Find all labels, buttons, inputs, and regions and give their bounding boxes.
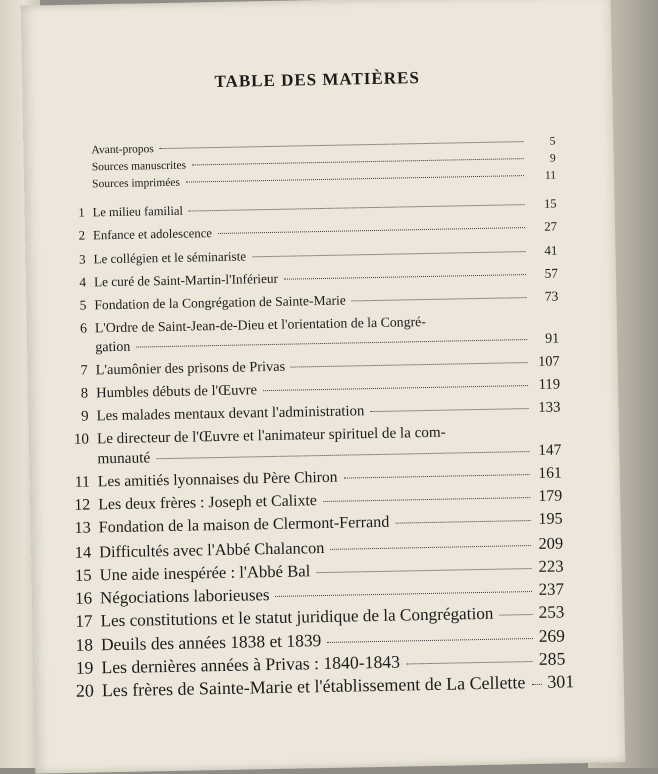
entry-title: Une aide inespérée : l'Abbé Bal (99, 561, 311, 585)
dot-leader (186, 175, 524, 182)
dot-leader (252, 251, 525, 257)
entry-number: 5 (79, 297, 87, 313)
entry-title: Enfance et adolescence (92, 226, 213, 243)
entry-title: Négociations laborieuses (99, 585, 270, 608)
page-number: 119 (538, 376, 561, 393)
entry-title: Deuils des années 1838 et 1839 (100, 630, 322, 655)
entry-title: Les constitutions et le statut juridique de la Congrégation (100, 603, 494, 631)
page-number: 253 (538, 602, 565, 622)
dot-leader (395, 520, 530, 524)
entry-title: Les deux frères : Joseph et Calixte (98, 492, 318, 514)
entry-number: 14 (74, 542, 92, 562)
table-of-contents (55, 135, 575, 703)
dot-leader (370, 408, 528, 412)
page-number: 209 (538, 533, 564, 553)
entry-title: Le milieu familial (92, 203, 184, 220)
entry-number: 6 (79, 320, 88, 336)
dot-leader (189, 204, 525, 211)
dot-leader (136, 339, 527, 348)
dot-leader (276, 591, 532, 597)
entry-title: gation (95, 338, 131, 356)
page-number: 301 (547, 671, 575, 692)
page-number: 133 (538, 399, 561, 416)
dot-leader (531, 684, 541, 685)
page-number: 9 (549, 152, 556, 165)
entry-number: 15 (74, 565, 92, 585)
dot-leader (499, 614, 532, 616)
entry-number: 17 (75, 611, 93, 631)
page-number: 195 (538, 510, 563, 528)
entry-number: 2 (78, 228, 86, 243)
entry-number: 18 (75, 634, 94, 655)
page-number: 107 (537, 353, 560, 370)
page-number: 91 (544, 330, 560, 347)
dot-leader (218, 227, 525, 234)
chapter-list (57, 196, 575, 704)
entry-number: 19 (75, 657, 94, 678)
page-number: 179 (538, 487, 563, 505)
dot-leader (160, 141, 524, 149)
entry-title: L'Ordre de Saint-Jean-de-Dieu et l'orientation de la Congré- (94, 314, 426, 336)
page-number: 15 (543, 196, 557, 211)
page-number: 57 (544, 265, 559, 281)
page-number: 5 (549, 135, 556, 148)
page-number: 73 (544, 288, 559, 304)
entry-title: Les frères de Sainte-Marie et l'établissement de La Cellette (101, 672, 526, 701)
dot-leader (316, 568, 531, 573)
page-number: 237 (538, 579, 565, 599)
page-number: 147 (538, 441, 562, 459)
dot-leader (406, 661, 533, 664)
entry-number: 8 (80, 385, 89, 402)
dot-leader (352, 297, 527, 301)
entry-number: 20 (75, 680, 95, 701)
dot-leader (291, 362, 528, 368)
entry-number: 7 (80, 362, 88, 379)
entry-title: Humbles débuts de l'Œuvre (95, 382, 258, 402)
dot-leader (192, 158, 524, 165)
entry-title: Sources manuscrites (91, 159, 187, 174)
entry-title: Les amitiés lyonnaises du Père Chiron (97, 468, 338, 491)
entry-title: munauté (97, 449, 151, 468)
dot-leader (156, 451, 529, 459)
entry-title: Le directeur de l'Œuvre et l'animateur spirituel de la com- (96, 424, 446, 448)
entry-title: Difficultés avec l'Abbé Chalancon (98, 538, 325, 562)
page-number: 11 (544, 169, 557, 182)
page-number: 27 (544, 219, 558, 234)
dot-leader (327, 638, 532, 643)
entry-number: 16 (74, 588, 93, 608)
entry-title: Fondation de la Congrégation de Sainte-Marie (94, 292, 346, 313)
page-number: 285 (538, 648, 566, 669)
entry-number: 9 (81, 408, 89, 425)
book-page (21, 0, 626, 774)
page-number: 161 (538, 464, 562, 482)
dot-leader (330, 545, 531, 550)
entry-title: Le collégien et le séminariste (93, 248, 247, 267)
entry-number (61, 463, 97, 464)
entry-number: 12 (74, 496, 91, 514)
entry-title: Les malades mentaux devant l'administration (96, 403, 365, 425)
page-number: 223 (538, 556, 564, 576)
page-title: TABLE DES MATIÈRES (214, 68, 421, 92)
dot-leader (263, 385, 528, 391)
entry-number: 1 (78, 205, 85, 220)
page-number: 41 (544, 242, 558, 258)
entry-number: 10 (73, 431, 90, 448)
entry-title: L'aumônier des prisons de Privas (95, 358, 286, 379)
dot-leader (344, 474, 530, 479)
entry-title: Sources imprimées (92, 176, 181, 191)
dot-leader (284, 274, 526, 280)
entry-number: 4 (79, 274, 87, 290)
entry-number: 11 (74, 473, 91, 491)
entry-title: Avant-propos (91, 143, 154, 157)
dot-leader (323, 497, 530, 502)
page-number: 269 (538, 625, 566, 646)
entry-title: Les dernières années à Privas : 1840-1843 (101, 651, 401, 678)
entry-number (59, 351, 95, 352)
entry-number: 3 (78, 251, 86, 267)
entry-title: Le curé de Saint-Martin-l'Inférieur (93, 270, 279, 290)
entry-title: Fondation de la maison de Clermont-Ferrand (98, 513, 390, 537)
front-matter-list (55, 135, 556, 196)
entry-number: 13 (74, 519, 91, 537)
